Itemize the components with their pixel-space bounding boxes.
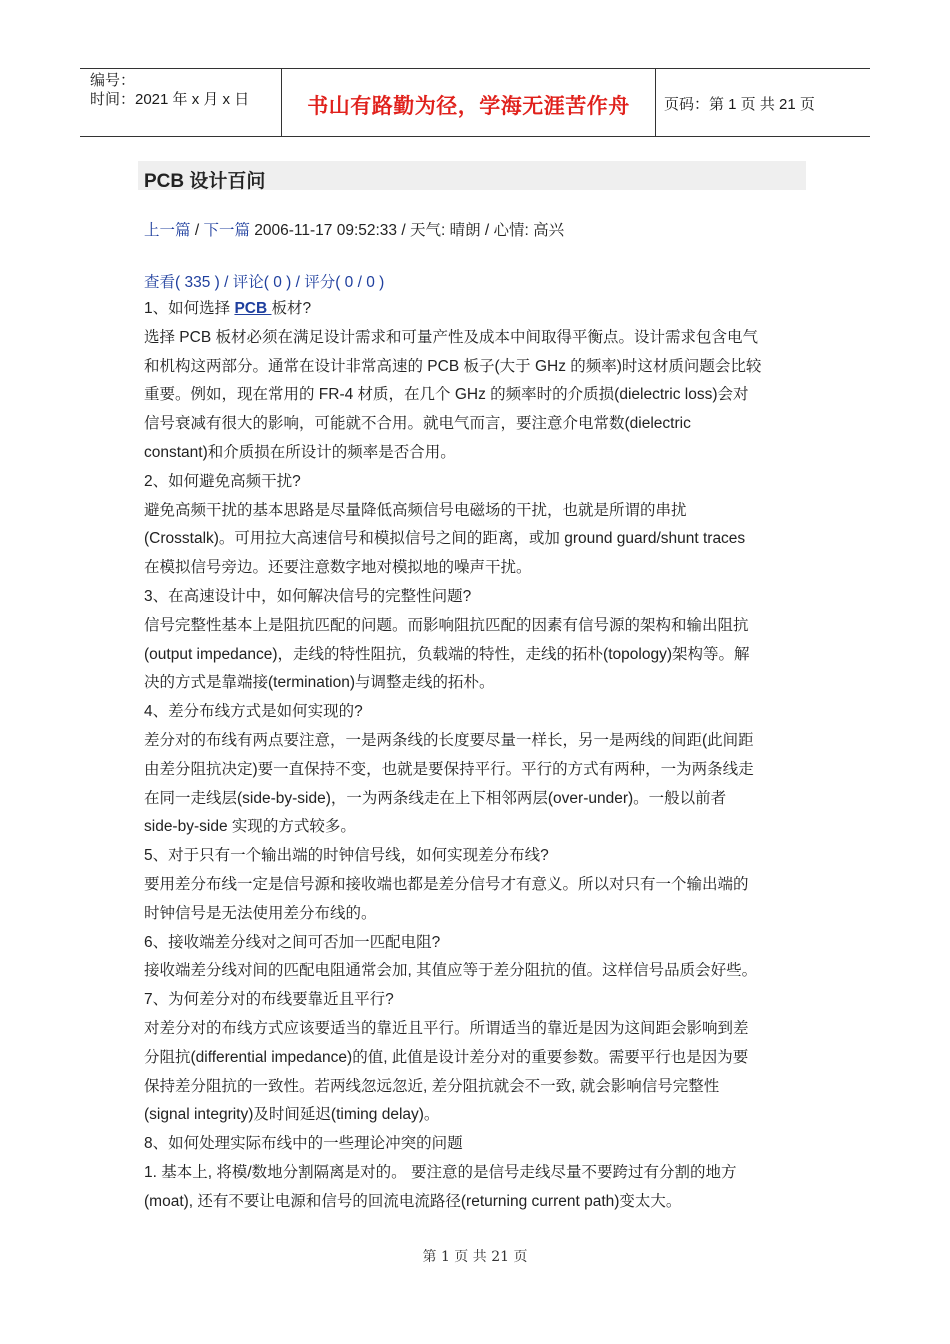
article-body xyxy=(144,295,810,1217)
article-nav-line xyxy=(144,218,564,240)
text-line: 信号完整性基本上是阻抗匹配的问题。而影响阻抗匹配的因素有信号源的架构和输出阻抗 xyxy=(144,616,749,634)
text-line: 信号衰减有很大的影响，可能就不合用。就电气而言，要注意介电常数(dielectric xyxy=(144,415,691,433)
text-line: 7、为何差分对的布线要靠近且平行? xyxy=(144,991,394,1009)
text-line: 对差分对的布线方式应该要适当的靠近且平行。所谓适当的靠近是因为这间距会影响到差 xyxy=(144,1019,749,1037)
header-page-info: 页码：第 1 页 共 21 页 xyxy=(664,96,815,113)
text-line: 在同一走线层(side-by-side)，一为两条线走在上下相邻两层(over-under)。一般以前者 xyxy=(144,789,727,807)
prev-article-link[interactable]: 上一篇 xyxy=(144,222,191,239)
text-line: 重要。例如，现在常用的 FR-4 材质，在几个 GHz 的频率时的介质损(dielectric loss)会对 xyxy=(144,386,749,404)
text-line: 5、对于只有一个输出端的时钟信号线，如何实现差分布线? xyxy=(144,847,549,865)
text-line: 4、差分布线方式是如何实现的? xyxy=(144,703,363,721)
text-line: 和机构这两部分。通常在设计非常高速的 PCB 板子(大于 GHz 的频率)时这材质问题会比较 xyxy=(144,357,762,375)
header-motto-cell xyxy=(281,69,656,136)
question-text: 1、如何选择 xyxy=(144,300,235,317)
text-line: 1. 基本上, 将模/数地分割隔离是对的。 要注意的是信号走线尽量不要跨过有分割的地方 xyxy=(144,1163,737,1181)
text-line: 由差分阻抗决定)要一直保持不变，也就是要保持平行。平行的方式有两种，一为两条线走 xyxy=(144,760,754,778)
text-line: 2、如何避免高频干扰? xyxy=(144,472,301,490)
document-header xyxy=(80,68,870,137)
rating-link[interactable]: 评分( 0 / 0 ) xyxy=(304,274,385,291)
text-line: (moat), 还有不要让电源和信号的回流电流路径(returning current path)变太大。 xyxy=(144,1192,682,1210)
nav-separator: / xyxy=(190,222,204,239)
views-link[interactable]: 查看( 335 ) xyxy=(144,274,220,291)
text-line: (signal integrity)及时间延迟(timing delay)。 xyxy=(144,1106,440,1124)
text-line: 选择 PCB 板材必须在满足设计需求和可量产性及成本中间取得平衡点。设计需求包含电气 xyxy=(144,328,758,346)
article-title-bar xyxy=(138,161,806,190)
document-date-label: 时间：2021 年 x 月 x 日 xyxy=(90,91,250,108)
stats-separator: / xyxy=(219,274,233,291)
article-meta: 2006-11-17 09:52:33 / 天气: 晴朗 / 心情: 高兴 xyxy=(249,222,565,239)
text-line: 决的方式是靠端接(termination)与调整走线的拓朴。 xyxy=(144,674,495,692)
body-lines xyxy=(144,324,810,1217)
page-footer: 第 1 页 共 21 页 xyxy=(422,1249,528,1265)
question-heading xyxy=(144,295,810,324)
pcb-keyword-link[interactable]: PCB xyxy=(234,300,272,317)
comments-link[interactable]: 评论( 0 ) xyxy=(232,274,292,291)
article-stats-line xyxy=(144,270,384,292)
text-line: 接收端差分线对间的匹配电阻通常会加, 其值应等于差分阻抗的值。这样信号品质会好些。 xyxy=(144,962,758,980)
header-motto: 书山有路勤为径，学海无涯苦作舟 xyxy=(307,93,630,118)
next-article-link[interactable]: 下一篇 xyxy=(203,222,250,239)
text-line: 6、接收端差分线对之间可否加一匹配电阻? xyxy=(144,933,441,951)
text-line: 差分对的布线有两点要注意，一是两条线的长度要尽量一样长，另一是两线的间距(此间距 xyxy=(144,731,754,749)
text-line: 时钟信号是无法使用差分布线的。 xyxy=(144,904,377,922)
text-line: (output impedance)，走线的特性阻抗，负载端的特性，走线的拓朴(topology)架构等。解 xyxy=(144,645,750,663)
text-line: 要用差分布线一定是信号源和接收端也都是差分信号才有意义。所以对只有一个输出端的 xyxy=(144,875,749,893)
header-meta-cell xyxy=(80,69,281,136)
article-title: PCB 设计百问 xyxy=(144,171,266,192)
header-page-cell xyxy=(655,69,870,136)
document-code-label: 编号： xyxy=(90,72,136,89)
text-line: 8、如何处理实际布线中的一些理论冲突的问题 xyxy=(144,1135,463,1153)
question-text: 板材? xyxy=(271,300,312,317)
text-line: 3、在高速设计中，如何解决信号的完整性问题? xyxy=(144,587,472,605)
text-line: constant)和介质损在所设计的频率是否合用。 xyxy=(144,443,456,461)
text-line: (Crosstalk)。可用拉大高速信号和模拟信号之间的距离，或加 ground guard/shunt traces xyxy=(144,530,746,548)
text-line: side-by-side 实现的方式较多。 xyxy=(144,818,356,836)
text-line: 保持差分阻抗的一致性。若两线忽远忽近, 差分阻抗就会不一致, 就会影响信号完整性 xyxy=(144,1077,720,1095)
text-line: 在模拟信号旁边。还要注意数字地对模拟地的噪声干扰。 xyxy=(144,559,532,577)
stats-separator: / xyxy=(291,274,305,291)
text-line: 分阻抗(differential impedance)的值, 此值是设计差分对的重要参数。需要平行也是因为要 xyxy=(144,1048,749,1066)
text-line: 避免高频干扰的基本思路是尽量降低高频信号电磁场的干扰，也就是所谓的串扰 xyxy=(144,501,687,519)
